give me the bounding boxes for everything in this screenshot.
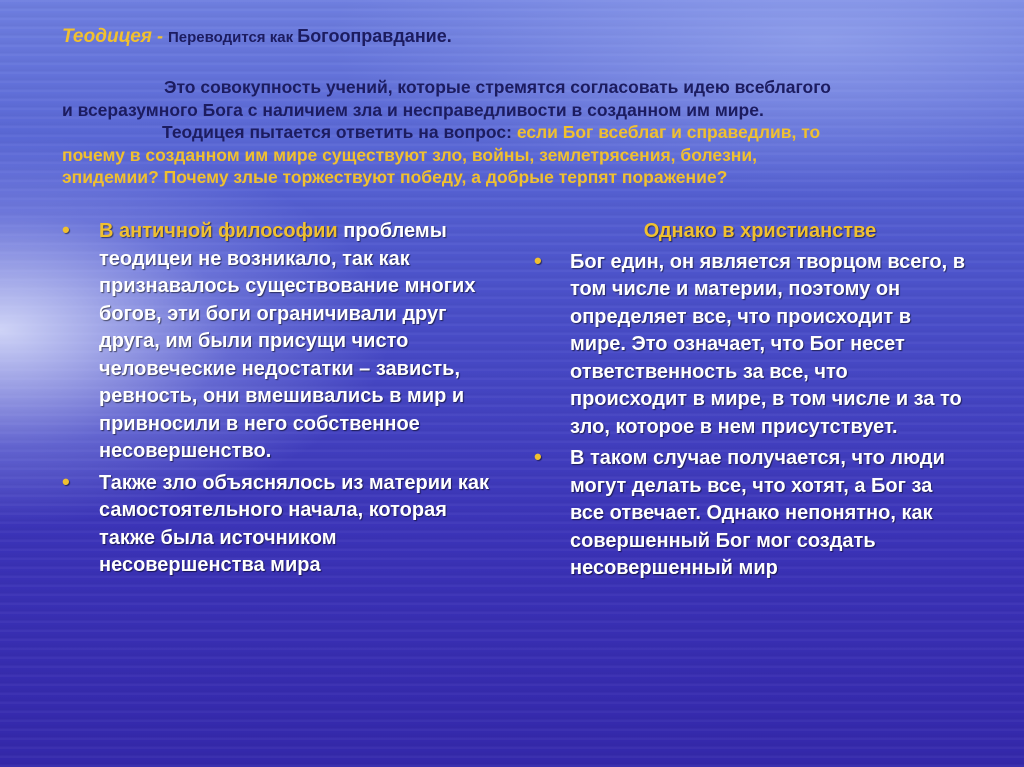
left-bullet-text: проблемы теодицеи не возникало, так как признавалось существование многих богов, эти боги ограничивали друг друга, им были присущи чисто человеческие недостатки – зависть, ревность, они вмешивались в мир и привносили в него собственное несовершенство. [99, 220, 476, 462]
intro-line-5: эпидемии? Почему злые торжествуют победу, а добрые терпят поражение? [62, 167, 728, 187]
left-bullet-heading: В античной философии [99, 220, 338, 242]
title-end: . [446, 26, 452, 46]
intro-paragraph [62, 76, 962, 189]
right-column [530, 218, 970, 587]
intro-line-1: Это совокупность учений, которые стремятся согласовать идею всеблагого [164, 77, 831, 97]
intro-line-3-question: если Бог всеблаг и справедлив, то [516, 122, 821, 142]
left-bullet-text: Также зло объяснялось из материи как самостоятельного начала, которая также была источником несовершенства мира [99, 471, 490, 576]
left-bullet-item [62, 470, 492, 580]
bullet-icon: • [534, 444, 542, 469]
right-bullet-text: В таком случае получается, что люди могут делать все, что хотят, а Бог за все отвечает. Однако непонятно, как совершенный Бог мог создать несовершенный мир [570, 447, 945, 579]
right-bullet-item [530, 445, 970, 583]
title-dash: - [151, 26, 168, 46]
left-column [62, 218, 492, 584]
bullet-icon: • [534, 247, 542, 273]
title-translation-label: Переводится как [167, 29, 298, 46]
title-term: Теодицея [62, 26, 152, 47]
right-column-heading: Однако в христианстве [643, 220, 877, 242]
right-bullet-item [530, 249, 970, 442]
slide-header [62, 24, 962, 189]
title-translation-word: Богооправдание [297, 26, 447, 46]
slide-title [62, 24, 962, 50]
intro-line-2: и всеразумного Бога с наличием зла и несправедливости в созданном им мире. [62, 99, 764, 120]
intro-line-4: почему в созданном им мире существуют зло, войны, землетрясения, болезни, [62, 144, 757, 165]
left-bullet-item [62, 218, 492, 466]
intro-line-3-lead: Теодицея пытается ответить на вопрос: [162, 122, 517, 142]
bullet-icon: • [62, 468, 70, 494]
right-bullet-text: Бог един, он является творцом всего, в том числе и материи, поэтому он определяет все, что происходит в мире. Это означает, что Бог несет ответственность за все, что происходит в мире, в том числе и за то зло, которое в нем присутствует. [570, 250, 966, 438]
bullet-icon: • [62, 217, 70, 242]
